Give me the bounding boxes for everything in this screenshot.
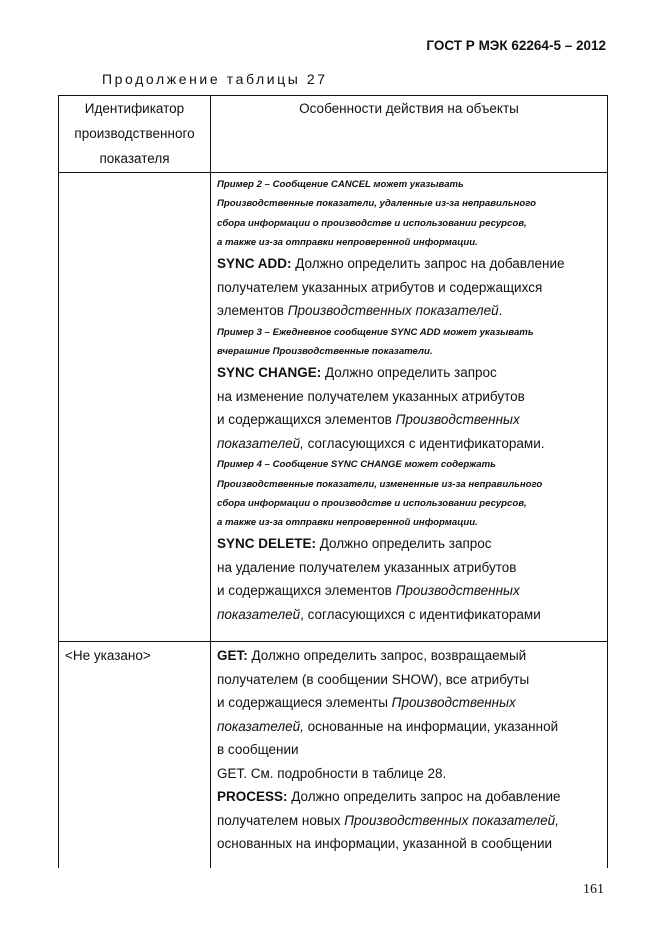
text-line: основанных на информации, указанной в сообщении — [217, 836, 553, 851]
text-line: основанные на информации, указанной — [303, 718, 559, 734]
text-line: в сообщении — [217, 742, 299, 757]
term-sync-change: SYNC CHANGE: — [217, 365, 322, 381]
text-line: Должно определить запрос на добавление — [291, 256, 565, 272]
note-line: Производственные показатели, измененные из-за неправильного — [217, 478, 543, 490]
note-line: вчерашние Производственные показатели. — [217, 345, 433, 357]
table-row — [59, 173, 608, 642]
text-line: GET. См. подробности в таблице 28. — [217, 765, 447, 781]
table-header-row — [59, 96, 608, 173]
text-line: Должно определить запрос, возвращаемый — [247, 648, 527, 663]
process-description — [217, 785, 601, 856]
term-sync-add: SYNC ADD: — [217, 256, 292, 272]
italic-term: Производственных показателей — [287, 303, 499, 319]
text-line: Должно определить запрос — [316, 536, 492, 552]
table-continuation-caption: Продолжение таблицы 27 — [102, 71, 328, 87]
text-line: , согласующихся с идентификаторами — [300, 606, 541, 622]
text-line: на изменение получателем указанных атрибутов — [217, 388, 525, 404]
page-number: 161 — [583, 882, 604, 897]
column-header-line: производственного — [74, 126, 195, 141]
text-tail: . — [498, 303, 503, 319]
specification-table — [58, 95, 608, 868]
text-line: на удаление получателем указанных атрибутов — [217, 559, 517, 575]
sync-delete-description — [217, 532, 601, 626]
text-line: получателем новых — [217, 812, 345, 828]
italic-term: Производственных показателей, — [344, 812, 559, 828]
example-note-3 — [217, 323, 601, 362]
standard-header: ГОСТ Р МЭК 62264-5 – 2012 — [426, 38, 606, 53]
example-note-4 — [217, 455, 601, 532]
column-header-features — [211, 96, 608, 173]
column-header-line: показателя — [99, 151, 170, 166]
table-row — [59, 642, 608, 869]
text-line: элементов — [217, 303, 288, 319]
text-line: согласующихся с идентификаторами. — [303, 435, 545, 451]
features-cell — [211, 173, 608, 642]
column-header-line: Особенности действия на объекты — [299, 101, 519, 116]
italic-term: Производственных — [395, 412, 520, 428]
text-line: Должно определить запрос на добавление — [287, 789, 561, 804]
features-cell — [211, 642, 608, 869]
italic-term: показателей — [217, 606, 301, 622]
sync-change-description — [217, 361, 601, 455]
text-line: и содержащихся элементов — [217, 412, 396, 428]
note-line: а также из-за отправки непроверенной информации. — [217, 517, 478, 529]
note-line: Пример 3 – Ежедневное сообщение SYNC ADD может указывать — [217, 326, 534, 338]
identifier-cell — [59, 173, 211, 642]
term-process: PROCESS: — [217, 789, 288, 804]
note-line: сбора информации о производстве и использовании ресурсов, — [217, 217, 527, 229]
note-line: Пример 4 – Сообщение SYNC CHANGE может содержать — [217, 459, 496, 471]
note-line: Пример 2 – Сообщение CANCEL может указывать — [217, 179, 464, 190]
column-header-line: Идентификатор — [84, 101, 185, 116]
text-line: Должно определить запрос — [321, 365, 497, 381]
note-line: Производственные показатели, удаленные из-за неправильного — [217, 198, 536, 210]
identifier-cell: <Не указано> — [59, 642, 211, 869]
term-get: GET: — [217, 648, 248, 663]
text-line: и содержащиеся элементы — [217, 695, 392, 710]
term-sync-delete: SYNC DELETE: — [217, 536, 317, 552]
text-line: и содержащихся элементов — [217, 583, 396, 599]
note-line: а также из-за отправки непроверенной информации. — [217, 236, 478, 248]
note-line: сбора информации о производстве и использовании ресурсов, — [217, 497, 527, 509]
text-line: получателем указанных атрибутов и содержащихся — [217, 279, 543, 295]
italic-term: Производственных — [391, 695, 516, 710]
italic-term: Производственных — [395, 583, 520, 599]
column-header-identifier — [59, 96, 211, 173]
italic-term: показателей, — [217, 435, 304, 451]
get-description — [217, 644, 601, 785]
sync-add-description — [217, 252, 601, 323]
italic-term: показателей, — [217, 718, 304, 734]
example-note-2 — [217, 175, 601, 252]
text-line: получателем (в сообщении SHOW), все атрибуты — [217, 671, 530, 687]
